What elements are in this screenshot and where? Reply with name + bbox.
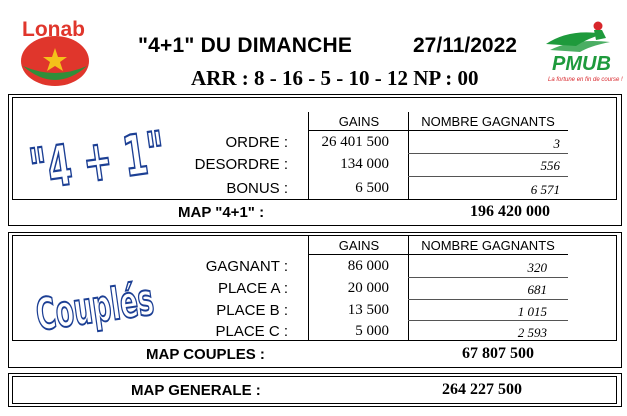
section-couples-title — [30, 250, 160, 343]
map-couples-value: 67 807 500 — [462, 345, 534, 362]
divider — [408, 176, 568, 177]
divider — [408, 299, 568, 300]
row-gain: 20 000 — [347, 280, 389, 296]
row-label: DESORDRE : — [194, 156, 288, 173]
pmub-tagline: La fortune en fin de course ! — [548, 77, 623, 83]
row-winners: 320 — [527, 260, 547, 275]
row-winners: 6 571 — [530, 182, 560, 197]
pmub-logo-text: PMUB — [552, 53, 611, 75]
map-generale-value: 264 227 500 — [442, 381, 522, 398]
divider — [408, 236, 409, 341]
row-gain: 5 000 — [355, 323, 389, 339]
column-header-winners: NOMBRE GAGNANTS — [421, 238, 555, 253]
map-4plus1-value: 196 420 000 — [470, 203, 550, 220]
divider — [408, 320, 568, 321]
map-4plus1-label: MAP "4+1" : — [178, 204, 265, 221]
divider — [408, 277, 568, 278]
divider — [308, 130, 568, 131]
row-label: PLACE C : — [215, 323, 288, 340]
row-label: PLACE B : — [216, 302, 288, 319]
row-winners: 3 — [553, 136, 560, 151]
svg-text:Couplés: Couplés — [32, 263, 160, 338]
draw-date: 27/11/2022 — [413, 34, 517, 57]
column-header-gains: GAINS — [338, 114, 380, 129]
svg-text:"4 + 1": "4 + — [25, 120, 169, 192]
row-winners: 556 — [540, 158, 560, 173]
row-winners: 681 — [527, 282, 547, 297]
row-winners: 2 593 — [517, 325, 547, 340]
divider — [308, 254, 568, 255]
lonab-logo — [14, 14, 96, 88]
lonab-logo-text: Lonab — [22, 18, 85, 41]
column-header-gains: GAINS — [338, 238, 380, 253]
section-4plus1-title — [22, 108, 172, 197]
row-gain: 134 000 — [340, 156, 389, 172]
row-gain: 26 401 500 — [321, 134, 389, 150]
divider — [308, 236, 309, 341]
map-couples-label: MAP COUPLES : — [146, 346, 265, 363]
row-label: ORDRE : — [225, 134, 288, 151]
divider — [408, 153, 568, 154]
divider — [408, 112, 409, 200]
general-panel — [12, 376, 617, 404]
row-label: PLACE A : — [217, 280, 288, 297]
row-label: GAGNANT : — [205, 258, 288, 275]
arrival-line: ARR : 8 - 16 - 5 - 10 - 12 NP : 00 — [191, 66, 479, 90]
column-header-winners: NOMBRE GAGNANTS — [421, 114, 555, 129]
row-gain: 13 500 — [347, 302, 389, 318]
jockey-icon — [594, 22, 603, 31]
page-title: "4+1" DU DIMANCHE — [138, 34, 353, 57]
row-gain: 86 000 — [347, 258, 389, 274]
row-winners: 1 015 — [517, 304, 547, 319]
pmub-logo — [540, 16, 625, 86]
row-label: BONUS : — [226, 180, 288, 197]
map-generale-label: MAP GENERALE : — [131, 382, 261, 399]
divider — [308, 112, 309, 200]
row-gain: 6 500 — [355, 180, 389, 196]
